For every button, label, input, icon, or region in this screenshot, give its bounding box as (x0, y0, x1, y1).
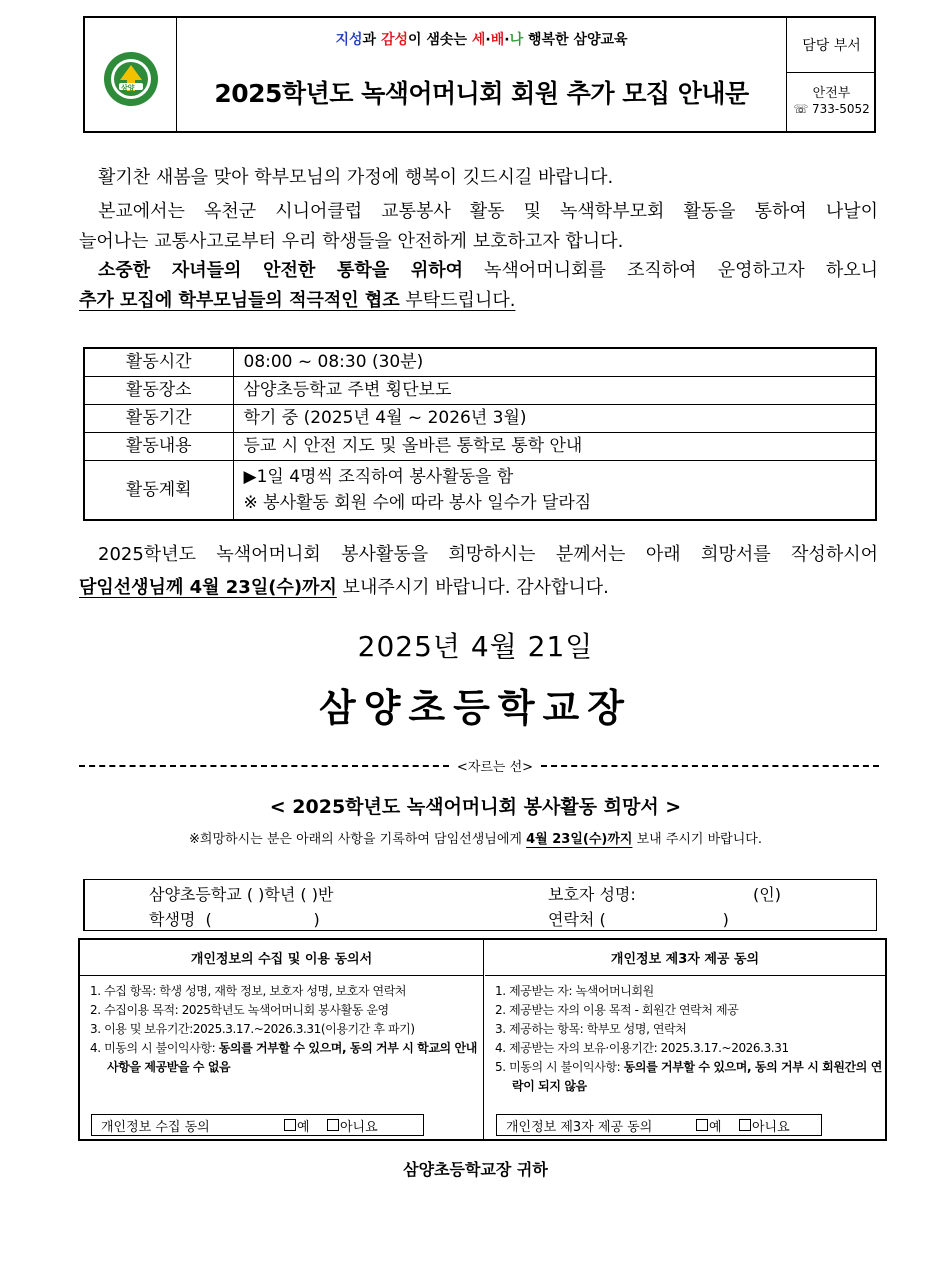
slogan-segment: 감성 (380, 32, 408, 48)
third-party-no-checkbox[interactable] (739, 1119, 751, 1131)
list-item (495, 1058, 885, 1096)
department-name: 안전부 (812, 86, 851, 101)
slogan-segment: 나 (509, 32, 524, 48)
activity-value-line: 08:00 ~ 08:30 (30분) (243, 352, 424, 373)
document-title: 2025학년도 녹색어머니회 회원 추가 모집 안내문 (214, 79, 749, 108)
student-name-field[interactable]: 학생명 ( ) (149, 910, 320, 929)
request-bold-text: 소중한 자녀들의 안전한 통학을 위하여 (98, 260, 463, 281)
request-text: 녹색어머니회를 조직하여 운영하고자 하오니 (463, 260, 878, 281)
school-grade-class-field[interactable]: 삼양초등학교 ( )학년 ( )반 (149, 885, 334, 904)
activity-value (233, 348, 876, 376)
cut-line-label: <자르는 선> (456, 760, 534, 775)
logo-text: 삼양 (121, 84, 135, 92)
activity-value-line: ※ 봉사활동 회원 수에 따라 봉사 일수가 달라짐 (243, 492, 592, 513)
item-prefix: 4. 미동의 시 불이익사항: (90, 1041, 219, 1055)
list-item: 3. 제공하는 항목: 학부모 성명, 연락처 (495, 1022, 687, 1036)
cut-line (79, 756, 879, 774)
yes-label: 예 (297, 1119, 310, 1135)
activity-label: 활동계획 (84, 460, 233, 520)
third-party-agree-label: 개인정보 제3자 제공 동의 (506, 1119, 653, 1135)
activity-value (233, 432, 876, 460)
slogan-segment: 과 (362, 32, 381, 48)
applicant-info-box (83, 879, 877, 931)
closing-line-1: 2025학년도 녹색어머니회 봉사활동을 희망하시는 분께서는 아래 희망서를 작성하시어 (98, 544, 878, 565)
closing-ending: 보내주시기 바랍니다. 감사합니다. (336, 577, 609, 598)
collection-yes-checkbox[interactable] (284, 1119, 296, 1131)
application-title: < 2025학년도 녹색어머니회 봉사활동 희망서 > (269, 796, 682, 818)
collection-agree-row (91, 1114, 424, 1136)
third-party-yes-checkbox[interactable] (696, 1119, 708, 1131)
cut-line-right (541, 765, 879, 767)
activity-label: 활동장소 (84, 376, 233, 404)
table-row (84, 460, 876, 520)
third-party-agree-row (496, 1114, 822, 1136)
list-item: 1. 수집 항목: 학생 성명, 재학 정보, 보호자 성명, 보호자 연락처 (90, 984, 407, 998)
yes-label: 예 (709, 1119, 722, 1135)
list-item: 4. 제공받는 자의 보유·이용기간: 2025.3.17.~2026.3.31 (495, 1041, 789, 1055)
table-row (84, 432, 876, 460)
contact-field[interactable]: 연락처 ( ) (548, 910, 729, 929)
note-deadline: 4월 23일(수)까지 (526, 832, 633, 847)
slogan-segment: 세 (471, 32, 486, 48)
collection-consent-list (80, 976, 483, 1077)
purpose-line-2: 늘어나는 교통사고로부터 우리 학생들을 안전하게 보호하고자 합니다. (79, 231, 624, 252)
consent-table (78, 938, 887, 1141)
collection-consent-column (80, 940, 484, 1139)
greeting-paragraph: 활기찬 새봄을 맞아 학부모님의 가정에 행복이 깃드시길 바랍니다. (98, 167, 614, 188)
request-ending: 부탁드립니다. (399, 290, 516, 311)
activity-table (83, 347, 877, 521)
activity-value (233, 376, 876, 404)
slogan-segment: 지성 (335, 32, 363, 48)
no-label: 아니요 (340, 1119, 378, 1135)
slogan-segment: 이 샘솟는 (408, 32, 472, 48)
table-row (84, 348, 876, 376)
collection-agree-label: 개인정보 수집 동의 (101, 1119, 210, 1135)
activity-label: 활동내용 (84, 432, 233, 460)
item-bold: 동의를 거부할 수 있으며, 동의 거부 시 학교의 안내 사항을 제공받을 수 없음 (107, 1041, 477, 1074)
list-item: 3. 이용 및 보유기간:2025.3.17.~2026.3.31(이용기간 후 파기) (90, 1022, 415, 1036)
closing-line-2 (79, 573, 609, 603)
slogan-segment: · (504, 32, 510, 48)
department-label: 담당 부서 (787, 18, 876, 73)
third-party-consent-column (485, 940, 885, 1139)
activity-value-line: ▶1일 4명씩 조직하여 봉사활동을 함 (243, 466, 514, 487)
table-row (84, 376, 876, 404)
list-item (90, 1039, 483, 1077)
purpose-line-1: 본교에서는 옥천군 시니어클럽 교통봉사 활동 및 녹색학부모회 활동을 통하여 나날이 (98, 201, 878, 222)
list-item: 1. 제공받는 자: 녹색어머니회원 (495, 984, 654, 998)
activity-value-line: 삼양초등학교 주변 횡단보도 (243, 380, 452, 400)
slogan-segment: · (485, 32, 491, 48)
list-item: 2. 수집이용 목적: 2025학년도 녹색어머니회 봉사활동 운영 (90, 1003, 389, 1017)
note-prefix: ※희망하시는 분은 아래의 사항을 기록하여 담임선생님에게 (189, 832, 527, 847)
deadline-emphasis: 담임선생님께 4월 23일(수)까지 (79, 577, 337, 598)
guardian-name-field[interactable]: 보호자 성명: (548, 885, 636, 904)
school-slogan (177, 29, 786, 49)
department-phone: ☏ 733-5052 (793, 102, 870, 116)
principal-name: 삼양초등학교장 (319, 686, 632, 730)
application-note (0, 828, 951, 847)
slogan-segment: 행복한 삼양교육 (523, 32, 628, 48)
collection-consent-heading: 개인정보의 수집 및 이용 동의서 (80, 940, 483, 976)
cut-line-left (79, 765, 449, 767)
request-line-2 (79, 286, 515, 316)
school-logo-cell (85, 18, 177, 131)
third-party-consent-list (485, 976, 885, 1096)
document-date: 2025년 4월 21일 (357, 630, 594, 663)
seal-mark: (인) (753, 885, 781, 904)
activity-value (233, 460, 876, 520)
activity-label: 활동기간 (84, 404, 233, 432)
activity-value (233, 404, 876, 432)
slogan-segment: 배 (490, 32, 505, 48)
request-emphasis: 추가 모집에 학부모님들의 적극적인 협조 (79, 290, 400, 311)
collection-no-checkbox[interactable] (327, 1119, 339, 1131)
document-header (83, 16, 876, 133)
third-party-consent-heading: 개인정보 제3자 제공 동의 (485, 940, 885, 976)
item-prefix: 5. 미동의 시 불이익사항: (495, 1060, 624, 1074)
no-label: 아니요 (752, 1119, 790, 1135)
table-row (84, 404, 876, 432)
activity-label: 활동시간 (84, 348, 233, 376)
note-suffix: 보내 주시기 바랍니다. (632, 832, 762, 847)
header-center (177, 18, 786, 131)
department-cell (786, 18, 876, 131)
request-line-1 (98, 256, 878, 286)
school-emblem-icon (102, 50, 160, 108)
list-item: 2. 제공받는 자의 이용 목적 - 회원간 연락처 제공 (495, 1003, 739, 1017)
signature-line: 삼양초등학교장 귀하 (403, 1160, 548, 1179)
item-bold: 동의를 거부할 수 있으며, 동의 거부 시 회원간의 연락이 되지 않음 (512, 1060, 882, 1093)
activity-value-line: 등교 시 안전 지도 및 올바른 통학로 통학 안내 (243, 436, 583, 456)
activity-value-line: 학기 중 (2025년 4월 ~ 2026년 3월) (243, 408, 527, 428)
